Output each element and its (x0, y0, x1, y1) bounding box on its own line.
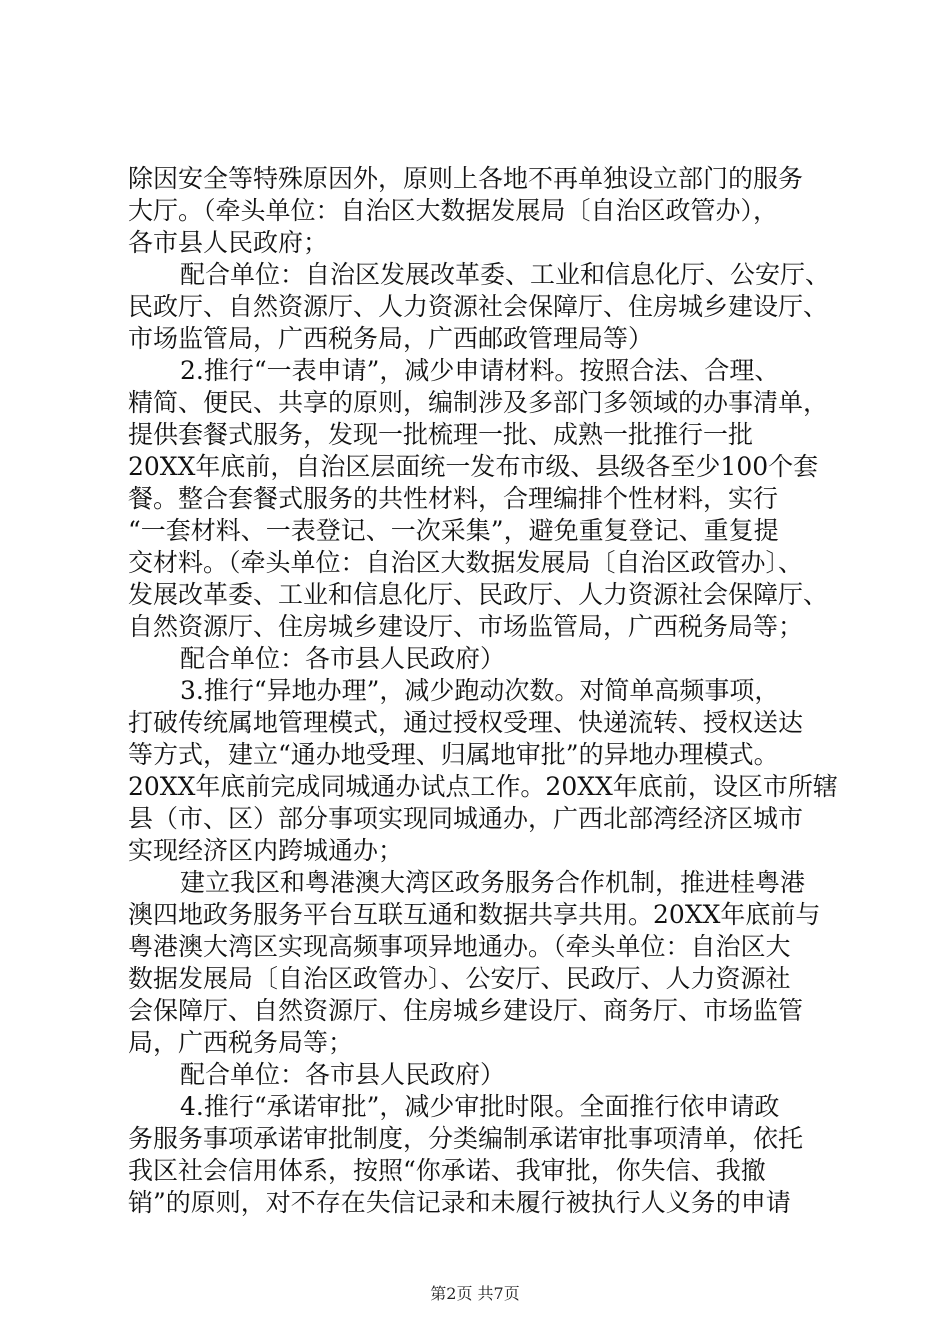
text-line: 我区社会信用体系，按照“你承诺、我审批，你失信、我撤 (128, 1156, 766, 1185)
text-line: “一套材料、一表登记、一次采集”，避免重复登记、重复提 (128, 516, 779, 545)
text-line: 县（市、区）部分事项实现同城通办，广西北部湾经济区城市 (128, 804, 804, 833)
text-line: 交材料。（牵头单位：自治区大数据发展局〔自治区政管办〕、 (128, 548, 804, 577)
text-line: 配合单位：各市县人民政府） (180, 644, 506, 673)
text-line: 精简、便民、共享的原则，编制涉及多部门多领域的办事清单， (128, 388, 829, 417)
text-line: 餐。整合套餐式服务的共性材料，合理编排个性材料，实行 (128, 484, 779, 513)
text-line: 澳四地政务服务平台互联互通和数据共享共用。20XX年底前与 (128, 900, 821, 929)
text-line: 销”的原则，对不存在失信记录和未履行被执行人义务的申请 (128, 1188, 791, 1217)
text-line: 自然资源厅、住房城乡建设厅、市场监管局，广西税务局等； (128, 612, 804, 641)
text-line: 大厅。（牵头单位：自治区大数据发展局〔自治区政管办）， (128, 196, 779, 225)
text-line: 提供套餐式服务，发现一批梳理一批、成熟一批推行一批 (128, 420, 754, 449)
text-line: 等方式，建立“通办地受理、归属地审批”的异地办理模式。 (128, 740, 779, 769)
text-line: 各市县人民政府； (128, 228, 329, 257)
text-line: 打破传统属地管理模式，通过授权受理、快递流转、授权送达 (128, 708, 804, 737)
body-text (128, 163, 838, 1219)
text-line: 4.推行“承诺审批”，减少审批时限。全面推行依申请政 (180, 1092, 780, 1121)
text-line: 会保障厅、自然资源厅、住房城乡建设厅、商务厅、市场监管 (128, 996, 804, 1025)
text-line: 局，广西税务局等； (128, 1028, 354, 1057)
text-line: 2.推行“一表申请”，减少申请材料。按照合法、合理、 (180, 356, 780, 385)
text-line: 3.推行“异地办理”，减少跑动次数。对简单高频事项， (180, 676, 780, 705)
text-line: 务服务事项承诺审批制度，分类编制承诺审批事项清单，依托 (128, 1124, 804, 1153)
text-line: 配合单位：自治区发展改革委、工业和信息化厅、公安厅、 (180, 260, 831, 289)
page-number-footer: 第2页 共7页 (430, 1284, 520, 1303)
text-line: 除因安全等特殊原因外，原则上各地不再单独设立部门的服务 (128, 164, 804, 193)
text-line: 实现经济区内跨城通办； (128, 836, 404, 865)
text-line: 20XX年底前完成同城通办试点工作。20XX年底前，设区市所辖 (128, 772, 838, 801)
text-line: 市场监管局，广西税务局，广西邮政管理局等） (128, 324, 654, 353)
text-line: 发展改革委、工业和信息化厅、民政厅、人力资源社会保障厅、 (128, 580, 829, 609)
text-line: 20XX年底前，自治区层面统一发布市级、县级各至少100个套 (128, 452, 819, 481)
text-line: 数据发展局〔自治区政管办〕、公安厅、民政厅、人力资源社 (128, 964, 791, 993)
text-line: 建立我区和粤港澳大湾区政务服务合作机制，推进桂粤港 (180, 868, 806, 897)
text-line: 粤港澳大湾区实现高频事项异地通办。（牵头单位：自治区大 (128, 932, 791, 961)
text-line: 配合单位：各市县人民政府） (180, 1060, 506, 1089)
text-line: 民政厅、自然资源厅、人力资源社会保障厅、住房城乡建设厅、 (128, 292, 829, 321)
